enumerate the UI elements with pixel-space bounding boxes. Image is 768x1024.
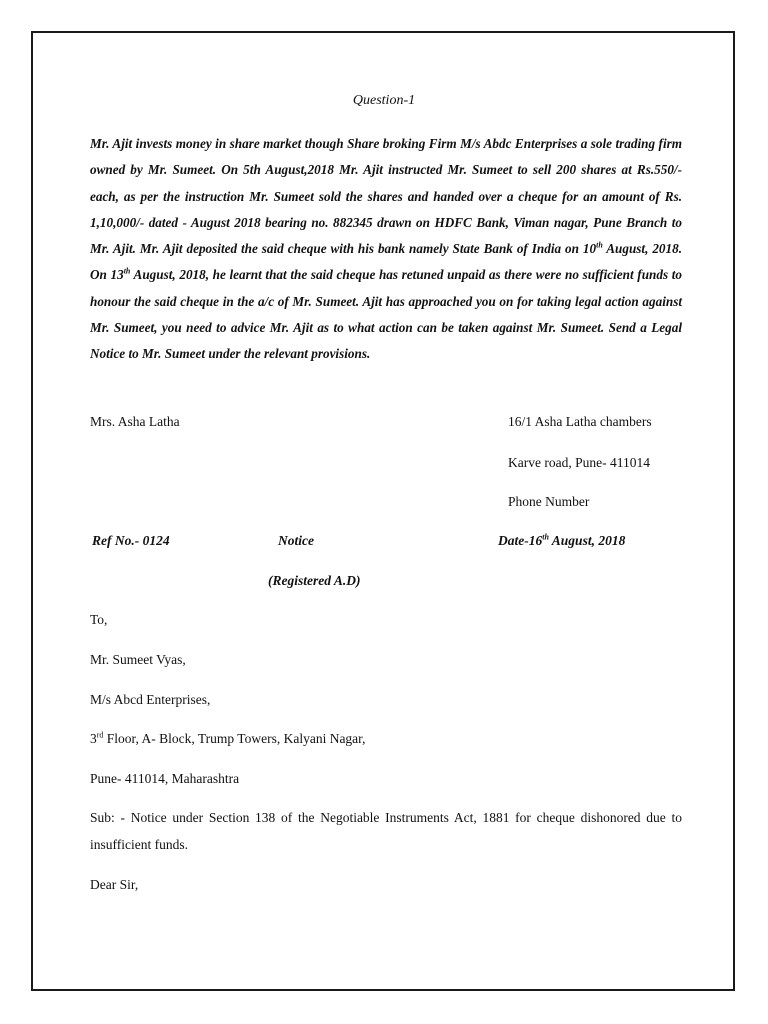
salutation: Dear Sir, <box>90 877 139 892</box>
recipient-city: Pune- 411014, Maharashtra <box>90 771 240 786</box>
notice-title: Notice <box>278 533 314 548</box>
recipient-to: To, <box>90 612 108 627</box>
recipient-address: 3rd Floor, A- Block, Trump Towers, Kalyani Nagar, <box>90 730 366 746</box>
recipient-firm: M/s Abcd Enterprises, <box>90 692 211 707</box>
sender-address-line1: 16/1 Asha Latha chambers <box>508 414 652 429</box>
reference-number: Ref No.- 0124 <box>92 533 170 548</box>
question-heading: Question-1 <box>352 93 416 108</box>
recipient-name: Mr. Sumeet Vyas, <box>90 652 186 667</box>
subject-line: Sub: - Notice under Section 138 of the Negotiable Instruments Act, 1881 for cheque dishonored due to insufficient funds. <box>90 810 682 852</box>
question-text: Mr. Ajit invests money in share market though Share broking Firm M/s Abdc Enterprises a sole trading firm owned by Mr. Sumeet. On 5th August,2018 Mr. Ajit instructed Mr. Sumeet to sell 200 shares at Rs.550/- each, as per the instruction Mr. Sumeet sold the shares and handed over a cheque for an amount of Rs. 1,10,000/- dated - August 2018 bearing no. 882345 drawn on HDFC Bank, Viman nagar, Pune Branch to Mr. Ajit. Mr. Ajit deposited the said cheque with his bank namely State Bank of India on 10th August, 2018. On 13th August, 2018, he learnt that the said cheque has retuned unpaid as there were no sufficient funds to honour the said cheque in the a/c of Mr. Sumeet. Ajit has approached you on for taking legal action against Mr. Sumeet, you need to advice Mr. Ajit as to what action can be taken against Mr. Sumeet. Send a Legal Notice to Mr. Sumeet under the relevant provisions. <box>90 136 682 362</box>
sender-phone: Phone Number <box>508 494 590 509</box>
sender-address-line2: Karve road, Pune- 411014 <box>508 455 650 470</box>
delivery-mode: (Registered A.D) <box>268 573 361 588</box>
notice-date: Date-16th August, 2018 <box>498 532 626 548</box>
sender-name: Mrs. Asha Latha <box>90 414 180 429</box>
